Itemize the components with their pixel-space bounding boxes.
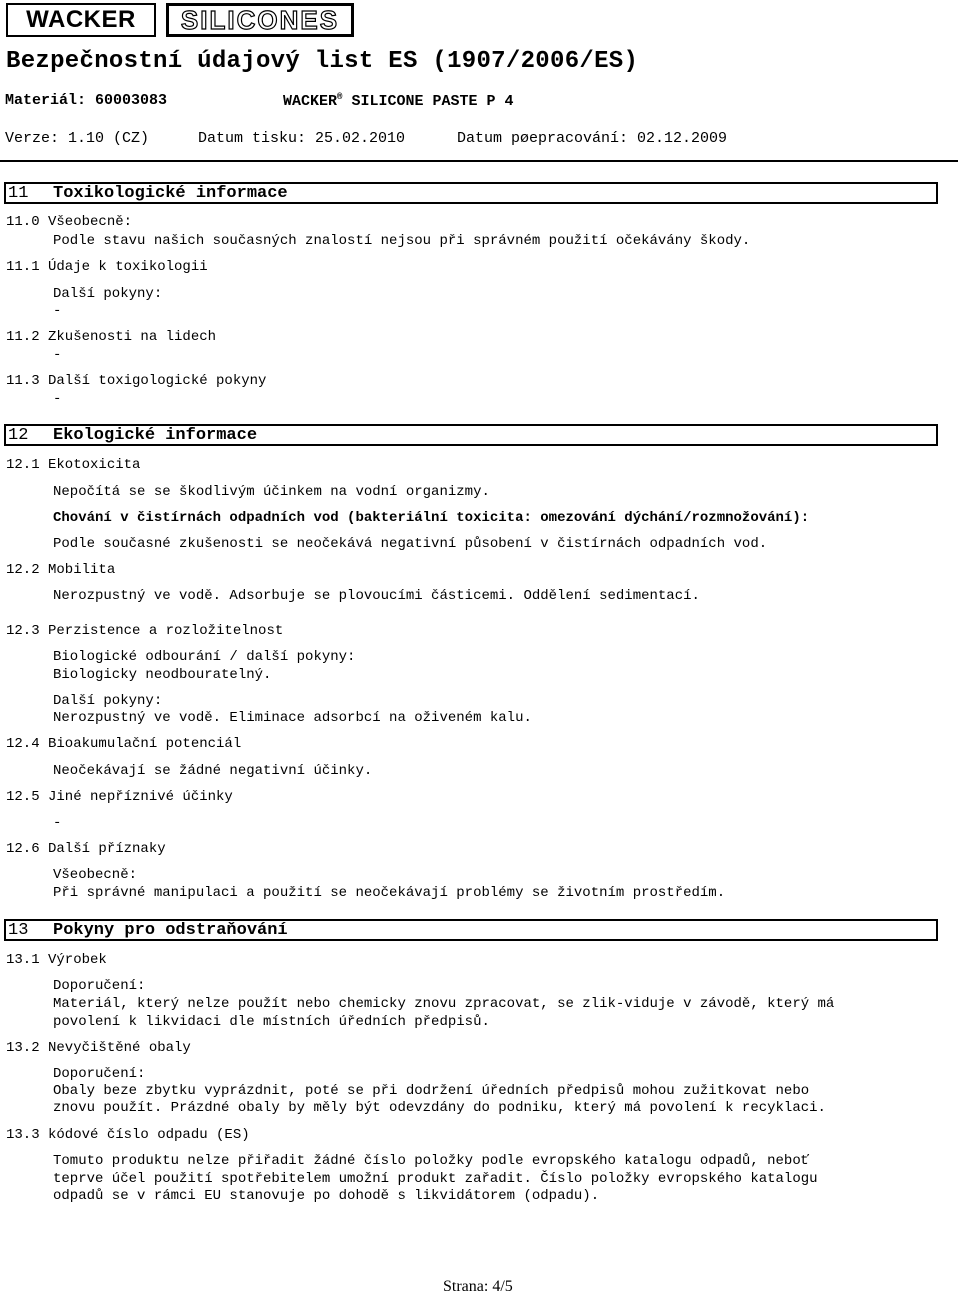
s13-2-heading: 13.2 Nevyčištěné obaly [6,1040,191,1056]
s12-3-text-2: Nerozpustný ve vodě. Eliminace adsorbcí na oživeném kalu. [53,710,532,726]
version: Verze: 1.10 (CZ) [5,130,150,147]
s13-2-subheading: Doporučení: [53,1066,146,1082]
header-divider [0,160,958,162]
s11-1-subheading: Další pokyny: [53,286,163,302]
section-13-number: 13 [8,921,29,940]
wacker-logo: WACKER [6,3,156,37]
s11-3-value: - [53,391,62,407]
document-title: Bezpečnostní údajový list ES (1907/2006/ES) [6,48,639,75]
s12-6-text: Při správné manipulaci a použití se neočekávají problémy se životním prostředím. [53,885,726,901]
s11-3-heading: 11.3 Další toxigologické pokyny [6,373,267,389]
s11-1-heading: 11.1 Údaje k toxikologii [6,259,208,275]
section-11-number: 11 [8,184,29,203]
s12-2-heading: 12.2 Mobilita [6,562,116,578]
s12-5-heading: 12.5 Jiné nepříznivé účinky [6,789,233,805]
s13-1-text-line-1: Materiál, který nelze použít nebo chemicky znovu zpracovat, se zlik-viduje v závodě, který má [53,996,835,1012]
s11-2-heading: 11.2 Zkušenosti na lidech [6,329,217,345]
s12-4-text: Neočekávají se žádné negativní účinky. [53,763,373,779]
s13-3-text-line-1: Tomuto produktu nelze přiřadit žádné číslo položky podle evropského katalogu odpadů, neboť [53,1153,810,1169]
material-number: Materiál: 60003083 [5,92,168,109]
section-13-title: Pokyny pro odstraňování [53,921,288,940]
s11-1-value: - [53,303,62,319]
registered-mark: ® [337,92,343,102]
s12-6-heading: 12.6 Další příznaky [6,841,166,857]
page-number: Strana: 4/5 [443,1278,513,1295]
product-suffix: SILICONE PASTE P 4 [351,93,514,110]
s12-3-heading: 12.3 Perzistence a rozložitelnost [6,623,284,639]
s13-3-text-line-2: teprve účel použití spotřebitelem umožní produkt zařadit. Číslo položky evropského katalogu [53,1171,818,1187]
s12-1-text: Nepočítá se se škodlivým účinkem na vodní organizmy. [53,484,490,500]
s12-1-heading: 12.1 Ekotoxicita [6,457,141,473]
s12-3-text: Biologicky neodbouratelný. [53,667,272,683]
print-date: Datum tisku: 25.02.2010 [198,130,406,147]
section-12-title: Ekologické informace [53,426,258,445]
s11-0-heading: 11.0 Všeobecně: [6,214,133,230]
s11-0-text: Podle stavu našich současných znalostí nejsou při správném použití očekávány škody. [53,233,751,249]
s12-6-subheading: Všeobecně: [53,867,138,883]
s13-1-heading: 13.1 Výrobek [6,952,107,968]
s12-1-subtext: Podle současné zkušenosti se neočekává negativní působení v čistírnách odpadních vod. [53,536,768,552]
silicones-logo: SILICONES [166,3,354,37]
s13-1-subheading: Doporučení: [53,978,146,994]
s12-1-subheading: Chování v čistírnách odpadních vod (bakteriální toxicita: omezování dýchání/rozmnožování): [53,510,810,526]
s13-2-text-line-1: Obaly beze zbytku vyprázdnit, poté se při dodržení úředních předpisů mohou zužitkovat nebo [53,1083,810,1099]
s13-3-heading: 13.3 kódové číslo odpadu (ES) [6,1127,250,1143]
s13-3-text-line-3: odpadů se v rámci EU stanovuje po dohodě s likvidátorem (odpadu). [53,1188,600,1204]
s12-2-text: Nerozpustný ve vodě. Adsorbuje se plovoucími částicemi. Oddělení sedimentací. [53,588,700,604]
s11-2-value: - [53,347,62,363]
section-11-title: Toxikologické informace [53,184,288,203]
product-name [283,92,513,110]
s13-2-text-line-2: znovu použít. Prázdné obaly by měly být odevzdány do podniku, který má povolení k recyklaci. [53,1100,826,1116]
s12-4-heading: 12.4 Bioakumulační potenciál [6,736,242,752]
section-12-number: 12 [8,426,29,445]
s12-5-value: - [53,815,62,831]
product-brand: WACKER [283,93,338,110]
revision-date: Datum pøepracování: 02.12.2009 [457,130,728,147]
s12-3-subheading-2: Další pokyny: [53,693,163,709]
s13-1-text-line-2: povolení k likvidaci dle místních úředních předpisů. [53,1014,490,1030]
s12-3-subheading: Biologické odbourání / další pokyny: [53,649,356,665]
